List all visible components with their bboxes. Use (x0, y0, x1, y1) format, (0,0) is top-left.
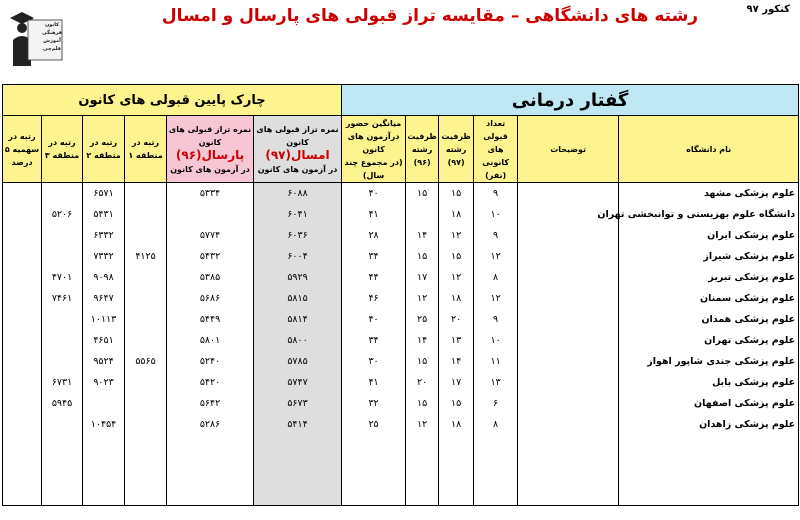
university-name: علوم پزشکی اصفهان (619, 393, 799, 414)
table-row (3, 330, 799, 351)
rank-quota5-cell (3, 393, 42, 414)
university-name: علوم پزشکی بابل (619, 372, 799, 393)
rank-quota5-cell (3, 351, 42, 372)
rank-region3-cell (42, 309, 83, 330)
university-name: علوم پزشکی تبریز (619, 267, 799, 288)
university-name: علوم پزشکی شیراز (619, 246, 799, 267)
score-96-cell: ۵۴۲۰ (167, 372, 254, 393)
col-text: رتبه در (48, 138, 76, 147)
kanoon-logo (8, 6, 66, 68)
table-row (3, 246, 799, 267)
blank-cell (619, 435, 799, 506)
avg-presence-cell: ۳۴ (342, 246, 406, 267)
score-97-cell: ۵۷۴۷ (254, 372, 342, 393)
rank-region3-cell: ۴۷۰۱ (42, 267, 83, 288)
rank-quota5-cell (3, 204, 42, 225)
kanoon-count-cell: ۱۱ (474, 351, 518, 372)
kanoon-count-cell: ۱۲ (474, 246, 518, 267)
rank-region3-cell: ۵۲۰۶ (42, 204, 83, 225)
table-row (3, 309, 799, 330)
university-name: علوم پزشکی همدان (619, 309, 799, 330)
rank-region3-cell (42, 246, 83, 267)
rank-region1-cell (125, 267, 167, 288)
col-text: درآزمون های کانون (347, 131, 400, 154)
rank-region3-cell: ۶۷۳۱ (42, 372, 83, 393)
table-body (3, 183, 799, 506)
kanoon-count-cell: ۹ (474, 225, 518, 246)
score-96-cell: ۵۶۸۶ (167, 288, 254, 309)
rank-region2-cell (83, 393, 125, 414)
capacity-96-cell: ۱۵ (406, 393, 439, 414)
col-text: های کانونی (482, 144, 509, 167)
table-row (3, 288, 799, 309)
capacity-97-cell: ۲۰ (439, 309, 474, 330)
kanoon-count-cell: ۱۰ (474, 204, 518, 225)
kanoon-count-cell: ۱۰ (474, 330, 518, 351)
col-text: ظرفیت (407, 131, 437, 141)
col-kanoon-count (474, 116, 518, 183)
col-text: میانگین حضور (345, 118, 402, 128)
rank-region1-cell (125, 393, 167, 414)
score-96-cell: ۵۴۴۹ (167, 309, 254, 330)
major-band: گفتار درمانی (342, 85, 799, 116)
rank-region1-cell (125, 204, 167, 225)
capacity-97-cell: ۱۸ (439, 204, 474, 225)
page-title: رشته های دانشگاهی – مقایسه تراز قبولی های پارسال و امسال (161, 6, 699, 26)
col-text: در آزمون های کانون (257, 164, 338, 174)
notes-cell (518, 372, 619, 393)
col-text: ظرفیت (441, 131, 471, 141)
kanoon-count-cell: ۱۲ (474, 288, 518, 309)
blank-cell (167, 435, 254, 506)
capacity-96-cell: ۱۵ (406, 246, 439, 267)
blank-cell (42, 435, 83, 506)
logo-text-3: آموزش (43, 38, 61, 44)
blank-cell (125, 435, 167, 506)
col-text: رتبه در (131, 138, 160, 147)
score-97-cell: ۶۰۴۱ (254, 204, 342, 225)
notes-cell (518, 330, 619, 351)
notes-cell (518, 288, 619, 309)
rank-region2-cell: ۹۰۲۳ (83, 372, 125, 393)
col-text: (در مجموع چند سال) (344, 157, 403, 180)
university-name: علوم پزشکی ایران (619, 225, 799, 246)
table-row (3, 267, 799, 288)
rank-region2-cell: ۵۴۳۱ (83, 204, 125, 225)
col-text: رشته (411, 144, 433, 154)
notes-cell (518, 351, 619, 372)
rank-quota5-cell (3, 225, 42, 246)
konkur-label: کنکور ۹۷ (746, 4, 790, 15)
col-text: (نفر) (485, 170, 507, 180)
capacity-96-cell: ۱۵ (406, 351, 439, 372)
score-97-cell: ۵۸۱۴ (254, 309, 342, 330)
col-text: درصد (11, 157, 33, 167)
logo-text-1: کانون (44, 22, 60, 28)
logo-text-4: قلم‌چی (43, 46, 61, 52)
col-text: سهمیه ۵ (4, 144, 40, 154)
capacity-96-cell: ۱۴ (406, 225, 439, 246)
table-row (3, 393, 799, 414)
table-row (3, 183, 799, 205)
avg-presence-cell: ۴۶ (342, 288, 406, 309)
rank-region2-cell: ۹۶۴۷ (83, 288, 125, 309)
rank-region1-cell (125, 225, 167, 246)
col-notes: توضیحات (518, 116, 619, 183)
rank-region1-cell: ۵۵۶۵ (125, 351, 167, 372)
score-97-cell: ۶۰۰۴ (254, 246, 342, 267)
rank-quota5-cell (3, 309, 42, 330)
col-rank-quota5 (3, 116, 42, 183)
capacity-97-cell: ۱۳ (439, 330, 474, 351)
rank-region2-cell: ۷۳۳۲ (83, 246, 125, 267)
col-text: تعداد قبولی (483, 118, 508, 141)
col-text: (۹۷) (447, 157, 465, 167)
col-text: منطقه ۳ (44, 151, 80, 160)
col-text: منطقه ۱ (128, 151, 163, 160)
rank-region2-cell: ۴۶۵۱ (83, 330, 125, 351)
rank-quota5-cell (3, 330, 42, 351)
col-text: در آزمون های کانون (170, 164, 250, 174)
col-score-this-year (254, 116, 342, 183)
capacity-96-cell: ۲۵ (406, 309, 439, 330)
avg-presence-cell: ۴۰ (342, 183, 406, 205)
col-highlight: پارسال(۹۶) (175, 147, 245, 162)
university-name: علوم پزشکی زاهدان (619, 414, 799, 435)
col-avg-presence (342, 116, 406, 183)
capacity-96-cell: ۱۴ (406, 330, 439, 351)
col-text: منطقه ۲ (86, 151, 121, 160)
rank-region1-cell (125, 288, 167, 309)
kanoon-count-cell: ۶ (474, 393, 518, 414)
rank-region3-cell (42, 351, 83, 372)
graduate-icon (8, 6, 66, 68)
capacity-96-cell (406, 204, 439, 225)
col-text: رتبه در (8, 131, 36, 141)
rank-quota5-cell (3, 183, 42, 205)
rank-region1-cell (125, 330, 167, 351)
score-97-cell: ۶۰۸۸ (254, 183, 342, 205)
blank-cell (342, 435, 406, 506)
score-97-cell: ۵۸۱۵ (254, 288, 342, 309)
table-row (3, 204, 799, 225)
capacity-96-cell: ۱۷ (406, 267, 439, 288)
rank-region2-cell: ۹۰۹۸ (83, 267, 125, 288)
university-name: علوم پزشکی مشهد (619, 183, 799, 205)
rank-region1-cell (125, 183, 167, 205)
capacity-97-cell: ۱۲ (439, 267, 474, 288)
avg-presence-cell: ۳۰ (342, 351, 406, 372)
rank-region3-cell (42, 330, 83, 351)
rank-quota5-cell (3, 414, 42, 435)
blank-row (3, 435, 799, 506)
blank-cell (406, 435, 439, 506)
university-name: علوم پزشکی جندی شاپور اهواز (619, 351, 799, 372)
notes-cell (518, 225, 619, 246)
kanoon-count-cell: ۹ (474, 183, 518, 205)
score-96-cell: ۵۳۸۵ (167, 267, 254, 288)
capacity-97-cell: ۱۴ (439, 351, 474, 372)
rank-region2-cell: ۱۰۱۱۳ (83, 309, 125, 330)
kanoon-count-cell: ۸ (474, 267, 518, 288)
avg-presence-cell: ۴۱ (342, 372, 406, 393)
capacity-97-cell: ۱۲ (439, 225, 474, 246)
blank-cell (83, 435, 125, 506)
col-score-last-year (167, 116, 254, 183)
score-96-cell: ۵۸۰۱ (167, 330, 254, 351)
capacity-97-cell: ۱۵ (439, 183, 474, 205)
logo-text-2: فرهنگی (42, 30, 62, 36)
col-capacity-96 (406, 116, 439, 183)
blank-cell (474, 435, 518, 506)
rank-region2-cell: ۱۰۴۵۴ (83, 414, 125, 435)
avg-presence-cell: ۲۵ (342, 414, 406, 435)
score-96-cell: ۵۷۷۴ (167, 225, 254, 246)
blank-cell (3, 435, 42, 506)
score-96-cell: ۵۲۸۶ (167, 414, 254, 435)
score-97-cell: ۶۰۳۶ (254, 225, 342, 246)
rank-quota5-cell (3, 267, 42, 288)
lowest-quarter-band: چارک پایین قبولی های کانون (3, 85, 342, 116)
table-row (3, 372, 799, 393)
score-96-cell: ۵۴۳۲ (167, 246, 254, 267)
blank-cell (439, 435, 474, 506)
avg-presence-cell: ۴۱ (342, 204, 406, 225)
notes-cell (518, 183, 619, 205)
rank-quota5-cell (3, 288, 42, 309)
score-96-cell: ۵۲۴۰ (167, 351, 254, 372)
table-row (3, 351, 799, 372)
col-text: رتبه در (89, 138, 118, 147)
col-rank-region2 (83, 116, 125, 183)
capacity-97-cell: ۱۵ (439, 393, 474, 414)
rank-region1-cell (125, 309, 167, 330)
col-highlight: امسال(۹۷) (265, 147, 330, 162)
admission-table (2, 84, 799, 506)
avg-presence-cell: ۳۴ (342, 330, 406, 351)
capacity-96-cell: ۱۲ (406, 414, 439, 435)
score-97-cell: ۵۷۸۵ (254, 351, 342, 372)
score-97-cell: ۵۶۷۳ (254, 393, 342, 414)
blank-cell (254, 435, 342, 506)
kanoon-count-cell: ۱۳ (474, 372, 518, 393)
rank-quota5-cell (3, 246, 42, 267)
score-97-cell: ۵۸۰۰ (254, 330, 342, 351)
rank-region3-cell: ۷۴۶۱ (42, 288, 83, 309)
rank-region2-cell: ۶۳۳۲ (83, 225, 125, 246)
university-name: علوم پزشکی سمنان (619, 288, 799, 309)
notes-cell (518, 309, 619, 330)
capacity-97-cell: ۱۷ (439, 372, 474, 393)
col-text: (۹۶) (413, 157, 431, 167)
capacity-96-cell: ۱۲ (406, 288, 439, 309)
rank-region3-cell (42, 414, 83, 435)
rank-quota5-cell (3, 372, 42, 393)
table-row (3, 225, 799, 246)
kanoon-count-cell: ۹ (474, 309, 518, 330)
rank-region1-cell (125, 372, 167, 393)
avg-presence-cell: ۴۴ (342, 267, 406, 288)
col-capacity-97 (439, 116, 474, 183)
table-row (3, 414, 799, 435)
capacity-97-cell: ۱۸ (439, 288, 474, 309)
blank-cell (518, 435, 619, 506)
rank-region3-cell (42, 225, 83, 246)
avg-presence-cell: ۳۲ (342, 393, 406, 414)
avg-presence-cell: ۲۸ (342, 225, 406, 246)
university-name: علوم پزشکی تهران (619, 330, 799, 351)
rank-region1-cell: ۴۱۲۵ (125, 246, 167, 267)
rank-region3-cell: ۵۹۴۵ (42, 393, 83, 414)
score-97-cell: ۵۹۲۹ (254, 267, 342, 288)
score-96-cell (167, 204, 254, 225)
capacity-97-cell: ۱۵ (439, 246, 474, 267)
col-university: نام دانشگاه (619, 116, 799, 183)
score-96-cell: ۵۶۴۲ (167, 393, 254, 414)
rank-region2-cell: ۹۵۲۴ (83, 351, 125, 372)
university-name: دانشگاه علوم بهزیستی و توانبخشی تهران (619, 204, 799, 225)
notes-cell (518, 414, 619, 435)
col-text: نمره تراز قبولی های کانون (256, 124, 339, 147)
rank-region2-cell: ۶۵۷۱ (83, 183, 125, 205)
score-97-cell: ۵۴۱۴ (254, 414, 342, 435)
kanoon-count-cell: ۸ (474, 414, 518, 435)
notes-cell (518, 267, 619, 288)
capacity-96-cell: ۱۵ (406, 183, 439, 205)
col-text: نمره تراز قبولی های کانون (168, 124, 252, 147)
score-96-cell: ۵۳۳۴ (167, 183, 254, 205)
col-text: رشته (445, 144, 467, 154)
col-rank-region1 (125, 116, 167, 183)
notes-cell (518, 393, 619, 414)
notes-cell (518, 246, 619, 267)
col-rank-region3 (42, 116, 83, 183)
avg-presence-cell: ۴۰ (342, 309, 406, 330)
capacity-97-cell: ۱۸ (439, 414, 474, 435)
capacity-96-cell: ۲۰ (406, 372, 439, 393)
rank-region1-cell (125, 414, 167, 435)
rank-region3-cell (42, 183, 83, 205)
